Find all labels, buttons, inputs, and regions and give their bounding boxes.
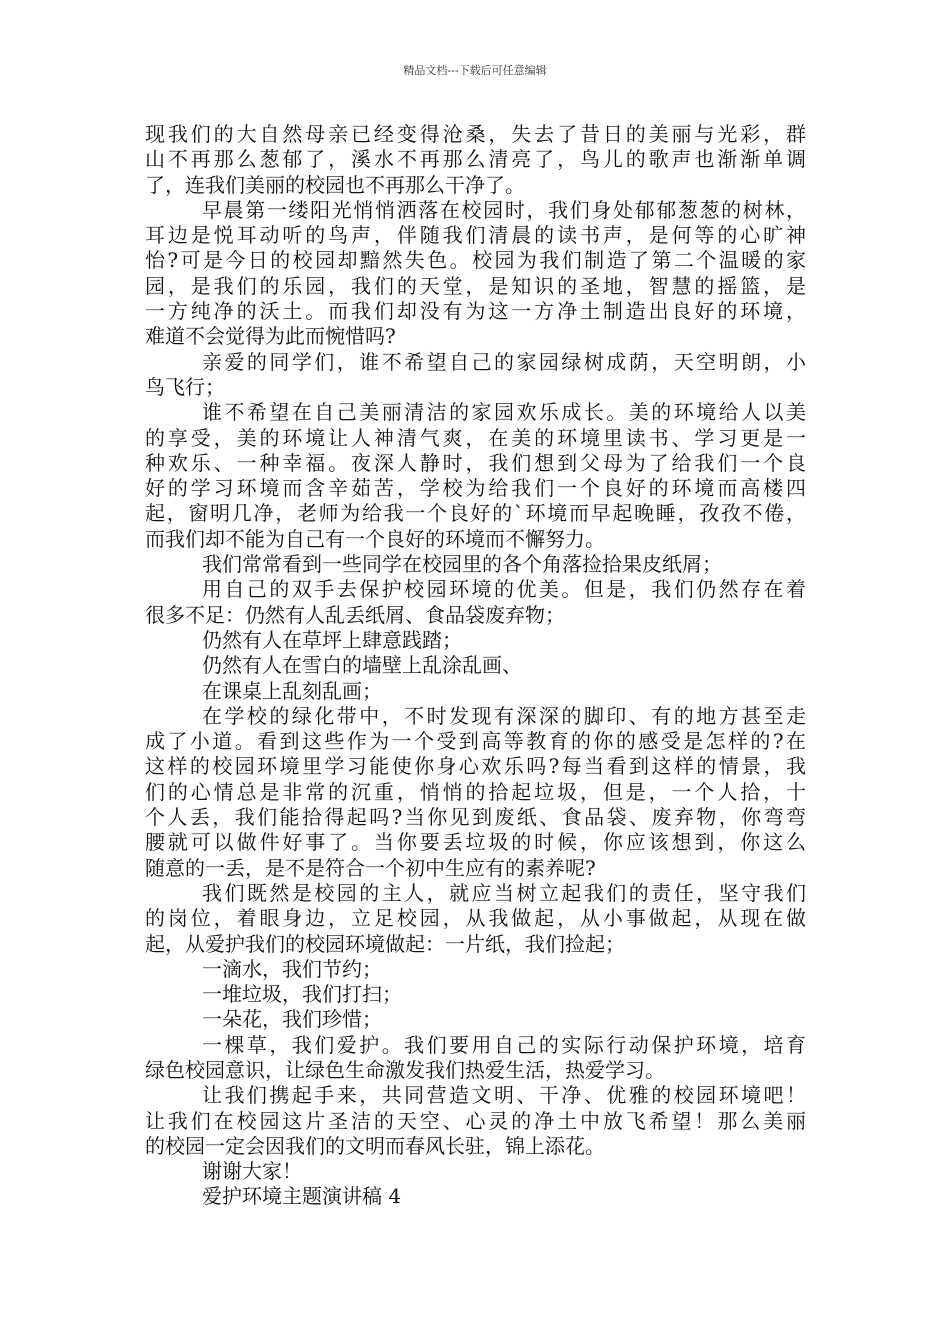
text-line: 腰就可以做件好事了。当你要丢垃圾的时候，你应该想到，你这么 xyxy=(145,830,806,855)
text-line: 起，从爱护我们的校园环境做起：一片纸，我们捡起； xyxy=(145,931,625,956)
text-line: 这样的校园环境里学习能使你身心欢乐吗?每当看到这样的情景，我 xyxy=(145,754,806,779)
text-line: 起，窗明几净，老师为给我一个良好的`环境而早起晚睡，孜孜不倦， xyxy=(145,501,806,526)
text-line: 的享受，美的环境让人神清气爽，在美的环境里读书、学习更是一 xyxy=(145,425,806,450)
text-line: 们的心情总是非常的沉重，悄悄的拾起垃圾，但是，一个人拾，十 xyxy=(145,779,806,804)
text-line: 了，连我们美丽的校园也不再那么干净了。 xyxy=(145,172,525,197)
text-line: 怡?可是今日的校园却黯然失色。校园为我们制造了第二个温暖的家 xyxy=(145,248,806,273)
text-line: 在课桌上乱刻乱画； xyxy=(202,678,382,703)
text-line: 一方纯净的沃土。而我们却没有为这一方净土制造出良好的环境， xyxy=(145,299,806,324)
text-line: 在学校的绿化带中，不时发现有深深的脚印、有的地方甚至走 xyxy=(202,703,806,728)
text-line: 现我们的大自然母亲已经变得沧桑，失去了昔日的美丽与光彩，群 xyxy=(145,122,806,146)
text-line: 仍然有人在雪白的墙壁上乱涂乱画、 xyxy=(202,653,522,678)
text-line: 亲爱的同学们，谁不希望自己的家园绿树成荫，天空明朗，小 xyxy=(202,349,806,374)
text-line: 一堆垃圾，我们打扫； xyxy=(202,982,402,1007)
document-body xyxy=(145,122,806,1210)
text-line: 一滴水，我们节约； xyxy=(202,956,382,981)
text-line: 种欢乐、一种幸福。夜深人静时，我们想到父母为了给我们一个良 xyxy=(145,450,806,475)
text-line: 而我们却不能为自己有一个良好的环境而不懈努力。 xyxy=(145,526,605,551)
text-line: 随意的一丢，是不是符合一个初中生应有的素养呢? xyxy=(145,855,596,880)
text-line: 园，是我们的乐园，我们的天堂，是知识的圣地，智慧的摇篮，是 xyxy=(145,273,806,298)
text-line: 仍然有人在草坪上肆意践踏； xyxy=(202,627,462,652)
text-line: 个人丢，我们能拾得起吗?当你见到废纸、食品袋、废弃物，你弯弯 xyxy=(145,805,806,830)
text-line: 爱护环境主题演讲稿 4 xyxy=(202,1184,402,1209)
text-line: 的校园一定会因我们的文明而春风长驻，锦上添花。 xyxy=(145,1133,605,1158)
text-line: 用自己的双手去保护校园环境的优美。但是，我们仍然存在着 xyxy=(202,577,806,602)
text-line: 难道不会觉得为此而惋惜吗? xyxy=(145,324,396,349)
text-line: 鸟飞行； xyxy=(145,374,225,399)
text-line: 我们常常看到一些同学在校园里的各个角落捡拾果皮纸屑； xyxy=(202,552,722,577)
header-text: 精品文档---下载后可任意编辑 xyxy=(403,64,547,77)
text-line: 谢谢大家！ xyxy=(202,1159,302,1184)
text-line: 一朵花，我们珍惜； xyxy=(202,1007,382,1032)
text-line: 一棵草，我们爱护。我们要用自己的实际行动保护环境，培育 xyxy=(202,1032,806,1057)
text-line: 我们既然是校园的主人，就应当树立起我们的责任，坚守我们 xyxy=(202,880,806,905)
text-line: 让我们在校园这片圣洁的天空、心灵的净土中放飞希望！那么美丽 xyxy=(145,1108,806,1133)
text-line: 很多不足：仍然有人乱丢纸屑、食品袋废弃物； xyxy=(145,602,565,627)
text-line: 早晨第一缕阳光悄悄洒落在校园时，我们身处郁郁葱葱的树林， xyxy=(202,197,806,222)
text-line: 让我们携起手来，共同营造文明、干净、优雅的校园环境吧！ xyxy=(202,1083,806,1108)
text-line: 山不再那么葱郁了，溪水不再那么清亮了，鸟儿的歌声也渐渐单调 xyxy=(145,147,806,172)
text-line: 的岗位，着眼身边，立足校园，从我做起，从小事做起，从现在做 xyxy=(145,906,806,931)
text-line: 耳边是悦耳动听的鸟声，伴随我们清晨的读书声，是何等的心旷神 xyxy=(145,223,806,248)
text-line: 好的学习环境而含辛茹苦，学校为给我们一个良好的环境而高楼四 xyxy=(145,476,806,501)
page-header xyxy=(0,64,950,78)
text-line: 谁不希望在自己美丽清洁的家园欢乐成长。美的环境给人以美 xyxy=(202,400,806,425)
text-line: 成了小道。看到这些作为一个受到高等教育的你的感受是怎样的?在 xyxy=(145,729,806,754)
text-line: 绿色校园意识，让绿色生命激发我们热爱生活，热爱学习。 xyxy=(145,1057,665,1082)
